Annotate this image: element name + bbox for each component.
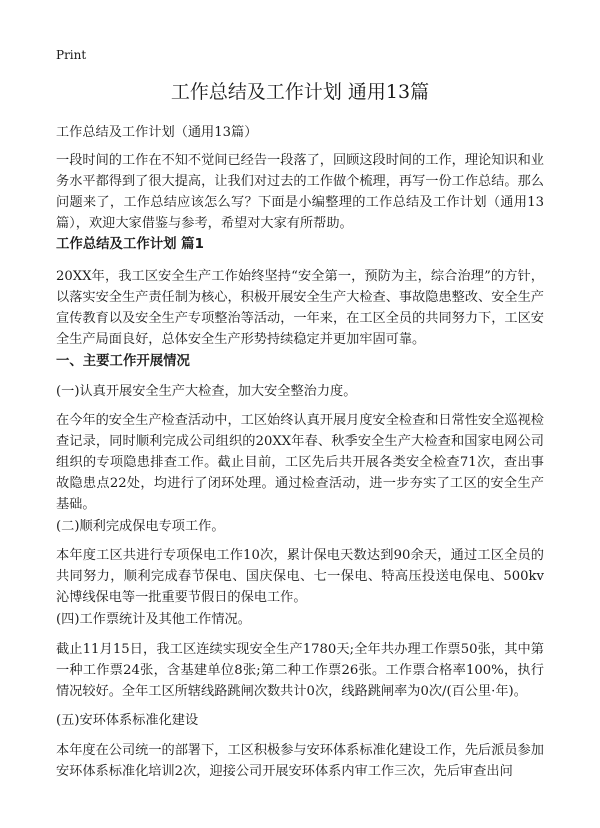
print-label: Print (56, 48, 87, 62)
item-1-title: (一)认真开展安全生产大检查，加大安全整治力度。 (56, 384, 357, 399)
document-title: 工作总结及工作计划 通用13篇 (170, 81, 430, 103)
item-4-body: 截止11月15日，我工区连续实现安全生产1780天;全年共办理工作票50张，其中第一种工作票24张，含基建单位8张;第二种工作票26张。工作票合格率100%，执行情况较好。全年工区所辖线路跳闸次数共计0次，线路跳闸率为0次/(百公里·年)。 (56, 642, 544, 699)
section-intro-paragraph: 20XX年，我工区安全生产工作始终坚持“安全第一，预防为主，综合治理”的方针，以落实安全生产责任制为核心，积极开展安全生产大检查、事故隐患整改、安全生产宣传教育以及安全生产专项整治等活动，一年来，在工区全员的共同努力下，工区安全生产局面良好，总体安全生产形势持续稳定并更加牢固可靠。 (56, 269, 544, 347)
item-2-title: (二)顺利完成保电专项工作。 (56, 519, 225, 534)
heading-main-work: 一、主要工作开展情况 (56, 354, 190, 369)
item-5-title: (五)安环体系标准化建设 (56, 713, 199, 728)
intro-paragraph: 一段时间的工作在不知不觉间已经告一段落了，回顾这段时间的工作，理论知识和业务水平都得到了很大提高，让我们对过去的工作做个梳理，再写一份工作总结。那么问题来了，工作总结应该怎么写？下面是小编整理的工作总结及工作计划（通用13篇），欢迎大家借鉴与参考，希望对大家有所帮助。 (56, 153, 544, 231)
item-4-title: (四)工作票统计及其他工作情况。 (56, 612, 251, 627)
section-title: 工作总结及工作计划 篇1 (56, 237, 204, 252)
item-2-body: 本年度工区共进行专项保电工作10次，累计保电天数达到90余天，通过工区全员的共同努力，顺利完成春节保电、国庆保电、七一保电、特高压投送电保电、500kv沁博线保电等一批重要节假日的保电工作。 (56, 548, 544, 605)
item-1-body: 在今年的安全生产检查活动中，工区始终认真开展月度安全检查和日常性安全巡视检查记录，同时顺利完成公司组织的20XX年春、秋季安全生产大检查和国家电网公司组织的专项隐患排查工作。截止目前，工区先后共开展各类安全检查71次，查出事故隐患点22处，均进行了闭环处理。通过检查活动，进一步夯实了工区的安全生产基础。 (56, 413, 544, 512)
document-subtitle: 工作总结及工作计划（通用13篇） (56, 125, 258, 140)
item-5-body: 本年度在公司统一的部署下，工区积极参与安环体系标准化建设工作，先后派员参加安环体系标准化培训2次，迎接公司开展安环体系内审工作三次，先后审查出问 (56, 743, 544, 779)
